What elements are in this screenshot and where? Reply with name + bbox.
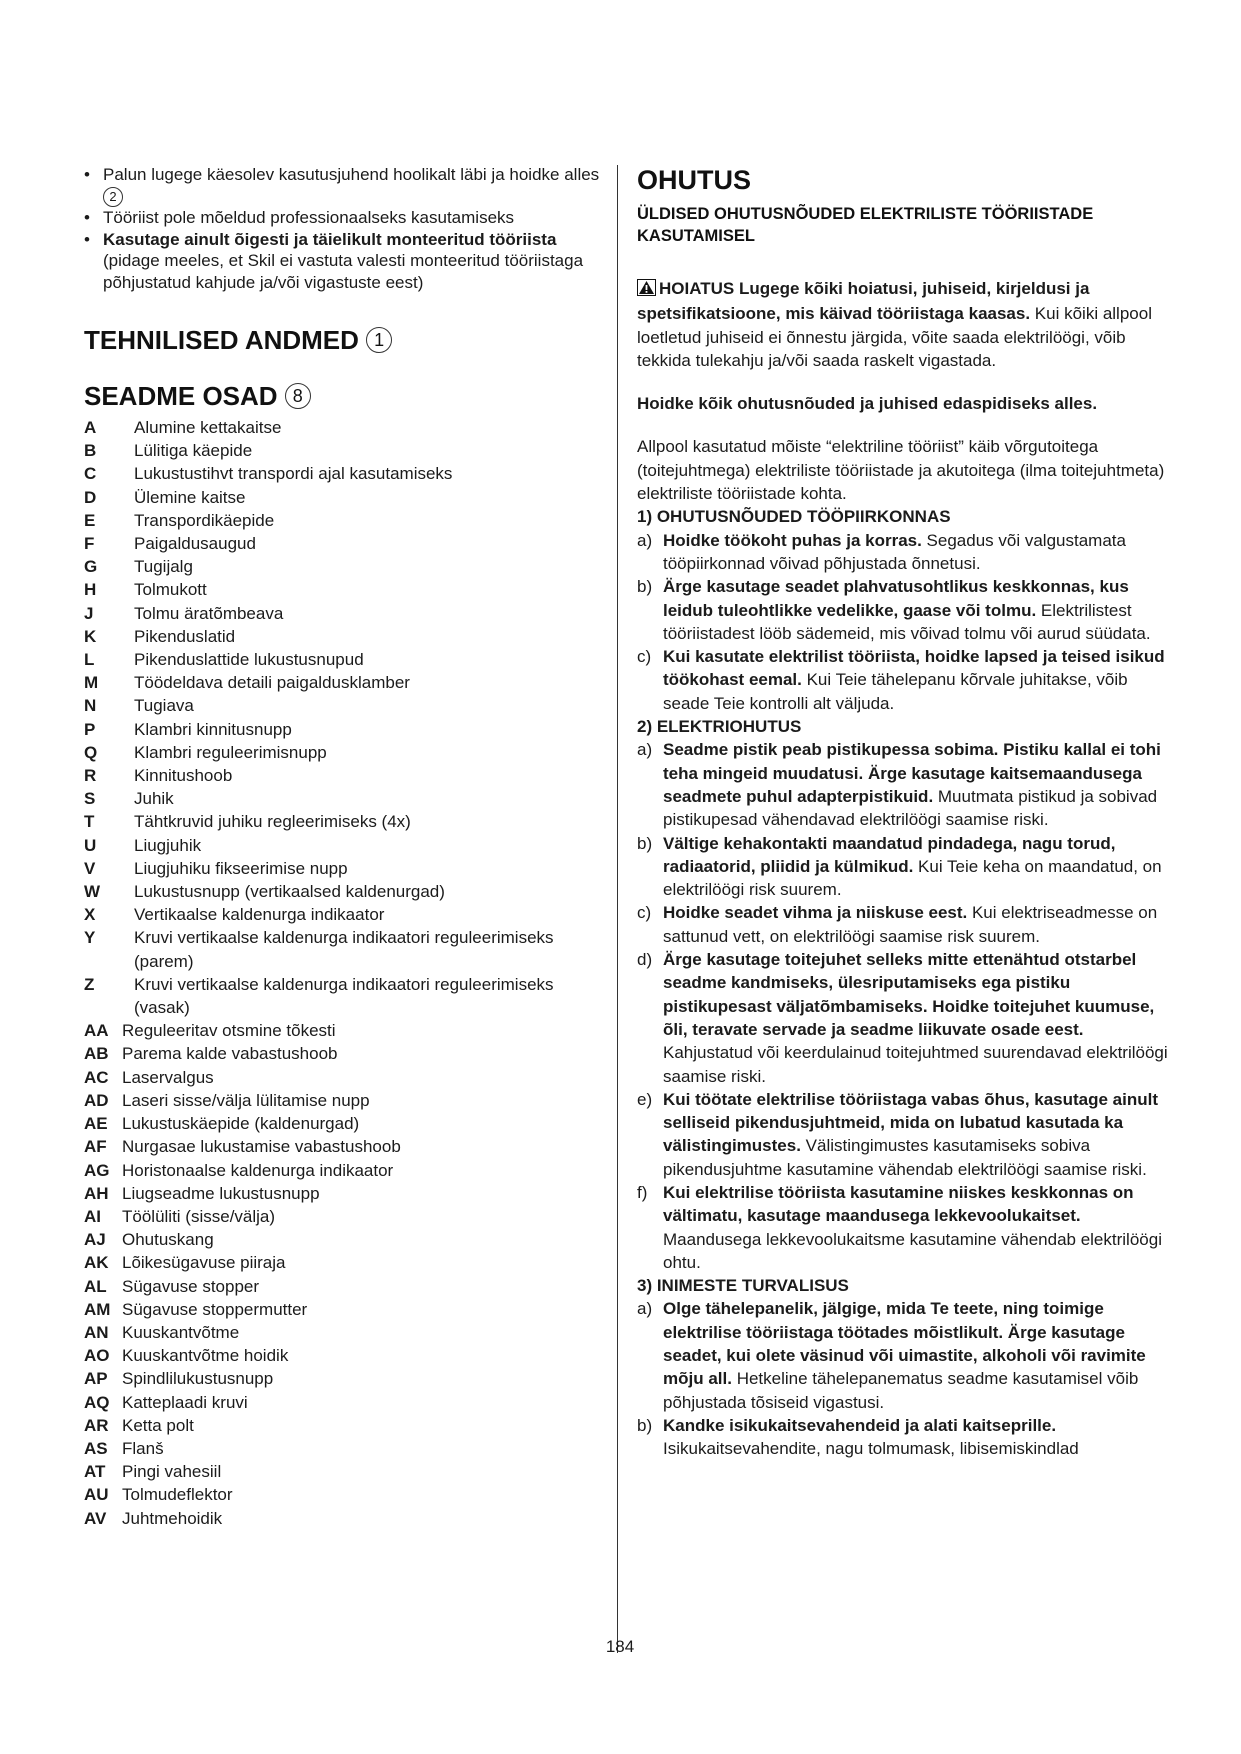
safety-rule [637,645,1172,715]
rule-text [663,738,1172,831]
part-key: K [84,626,97,646]
rule-emphasis: Olge tähelepanelik, jälgige, mida Te teete, ning toimige elektrilise tööriistaga töötades mõistlikult. Ärge kasutage seadet, kui olete väsinud või uimastite, alkoholi või ravimite mõju all. [663,1299,1146,1389]
safety-rule [637,738,1172,831]
safety-rule [637,1088,1172,1181]
part-key: AS [84,1438,108,1458]
rule-text [663,901,1172,948]
parts-list-item [84,1507,604,1530]
parts-list-item [84,1228,604,1251]
parts-list-item [84,1159,604,1182]
part-label: Horistonaalse kaldenurga indikaator [122,1160,394,1180]
part-key: Y [84,928,96,948]
section-heading-tech: TEHNILISED ANDMED 1 [84,325,604,355]
part-label: Pingi vahesiil [122,1462,222,1482]
part-key: AN [84,1322,109,1342]
part-label: Katteplaadi kruvi [122,1392,248,1412]
parts-list-item [84,486,604,509]
part-key: AJ [84,1230,106,1250]
part-key: J [84,603,94,623]
rule-letter: f) [637,1182,648,1202]
rule-explanation: Kui elektriseadmesse on sattunud vett, on elektrilöögi saamise risk suurem. [663,903,1158,946]
rule-letter: a) [637,1299,653,1319]
parts-list-item [84,764,604,787]
part-label: Tugijalg [134,557,193,577]
parts-list-item [84,857,604,880]
rule-text [663,529,1172,576]
rule-explanation: Isikukaitsevahendite, nagu tolmumask, libisemiskindlad [663,1439,1079,1459]
safety-section-heading: 3) INIMESTE TURVALISUS [637,1276,849,1296]
parts-list-item [84,509,604,532]
part-label: Töölüliti (sisse/välja) [122,1206,276,1226]
part-label: Paigaldusaugud [134,534,256,554]
part-key: AV [84,1508,107,1528]
part-label: Ketta polt [122,1415,194,1435]
rule-emphasis: Ärge kasutage toitejuhet selleks mitte ettenähtud otstarbel seadme kandmiseks, ülesriputamiseks ega pistiku pistikupesast väljatõmbamiseks. Hoidke toitejuhet kuumuse, õli, teravate servade ja seadme liikuvate osade eest. [663,950,1155,1039]
part-key: M [84,673,99,693]
figure-ref: 2 [103,187,123,207]
intro-paragraph: Allpool kasutatud mõiste “elektriline tööriist” käib võrgutoitega (toitejuhtmega) elektriliste tööriistade ja akutoitega (ilma toitejuhtmeta) elektriliste tööriistade kohta. [637,437,1165,504]
parts-list-item [84,671,604,694]
part-key: AF [84,1137,107,1157]
column-divider [617,165,618,1653]
part-label: Pikenduslatid [134,626,236,646]
part-label: Lukustuskäepide (kaldenurgad) [122,1114,360,1134]
rule-explanation: Maandusega lekkevoolukaitsme kasutamine vähendab elektrilöögi ohtu. [663,1229,1162,1272]
parts-list-item [84,1344,604,1367]
part-key: AL [84,1276,107,1296]
part-label: Lukustustihvt transpordi ajal kasutamiseks [134,464,453,484]
part-label: Alumine kettakaitse [134,418,282,437]
rule-letter: c) [637,647,652,667]
safety-rule [637,1297,1172,1413]
part-key: AB [84,1044,109,1064]
part-label: Lõikesügavuse piiraja [122,1253,286,1273]
part-key: Q [84,742,98,762]
part-label: Flanš [122,1438,164,1458]
parts-list-item [84,1089,604,1112]
rule-emphasis: Kandke isikukaitsevahendeid ja alati kaitseprille. [663,1415,1057,1435]
rule-text [663,948,1172,1088]
rule-explanation: Kui Teie keha on maandatud, on elektrilöögi risk suurem. [663,856,1162,900]
part-label: Kinnitushoob [134,766,233,786]
parts-list-item [84,880,604,903]
part-label: Pikenduslattide lukustusnupud [134,650,364,670]
bullet-item: • Tööriist pole mõeldud professionaalseks kasutamiseks [84,207,604,229]
part-key: U [84,835,97,855]
safety-rule [637,832,1172,902]
warning-paragraph: HOIATUS Lugege kõiki hoiatusi, juhiseid, kirjeldusi ja spetsifikatsioone, mis käivad tööriistaga kaasas. Kui kõiki allpool loetletud juhiseid ei õnnestu järgida, võite saada elektrilöögi, võib tekkida tulekahju ja/või saada raskelt vigastada. [637,279,1152,370]
safety-sections [637,505,1172,1460]
part-key: R [84,766,97,786]
parts-list-item [84,1275,604,1298]
parts-list-item [84,1251,604,1274]
rule-emphasis: Ärge kasutage seadet plahvatusohtlikus keskkonnas, kus leidub tuleohtlikke vedelikke, gaase või tolmu. [663,577,1129,620]
part-key: P [84,719,96,739]
parts-list-item [84,532,604,555]
parts-list-item [84,1414,604,1437]
part-key: AO [84,1346,110,1366]
part-key: A [84,418,97,437]
part-label: Kuuskantvõtme hoidik [122,1346,289,1366]
parts-list-item [84,1112,604,1135]
parts-list-item [84,903,604,926]
parts-list-item [84,1066,604,1089]
part-label: Juhik [134,789,174,809]
rule-explanation: Segadus või valgustamata tööpiirkonnad võivad põhjustada õnnetusi. [663,530,1126,573]
safety-rule [637,948,1172,1088]
part-key: AI [84,1206,101,1226]
part-label: Lukustusnupp (vertikaalsed kaldenurgad) [134,882,445,902]
parts-list-item [84,1367,604,1390]
parts-list-item [84,1460,604,1483]
rule-emphasis: Kui töötate elektrilise tööriistaga vabas õhus, kasutage ainult selliseid pikendusjuhtmeid, mida on lubatud kasutada ka välistingimustes. [663,1089,1159,1156]
parts-list-item [84,1182,604,1205]
safety-rule [637,1181,1172,1274]
part-key: S [84,789,96,809]
part-key: L [84,650,95,670]
rule-text [663,832,1172,902]
parts-list-item [84,787,604,810]
part-key: AE [84,1114,108,1134]
rule-emphasis: Kui elektrilise tööriista kasutamine niiskes keskkonnas on vältimatu, kasutage maandusega lekkevoolukaitset. [663,1182,1134,1226]
rule-explanation: Kahjustatud või keerdulainud toitejuhtmed suurendavad elektrilöögi saamise riski. [663,1043,1168,1086]
parts-list-item [84,1321,604,1344]
rule-letter: b) [637,833,653,853]
part-label: Laseri sisse/välja lülitamise nupp [122,1090,370,1110]
rule-text [663,1088,1172,1181]
rule-letter: a) [637,740,653,760]
part-key: G [84,557,98,577]
part-key: AC [84,1067,109,1087]
rule-letter: b) [637,1415,653,1435]
part-label: Sügavuse stoppermutter [122,1299,308,1319]
rule-emphasis: Hoidke seadet vihma ja niiskuse eest. [663,903,968,923]
keep-instructions: Hoidke kõik ohutusnõuded ja juhised edaspidiseks alles. [637,394,1098,414]
safety-rule [637,901,1172,948]
parts-list-item [84,1437,604,1460]
part-key: AM [84,1299,111,1319]
safety-rule [637,575,1172,645]
rule-text [663,575,1172,645]
parts-list-item [84,462,604,485]
part-key: F [84,534,95,554]
part-label: Reguleeritav otsmine tõkesti [122,1021,336,1041]
part-key: AP [84,1369,108,1389]
safety-title: OHUTUS [637,165,751,195]
part-label: Vertikaalse kaldenurga indikaator [134,905,385,925]
safety-rule [637,529,1172,576]
rule-emphasis: Hoidke töökoht puhas ja korras. [663,530,922,550]
parts-list-item [84,648,604,671]
part-label: Tähtkruvid juhiku regleerimiseks (4x) [134,812,411,832]
part-key: X [84,905,96,925]
parts-list-item [84,1205,604,1228]
parts-list-item [84,1042,604,1065]
part-key: N [84,696,97,716]
part-label: Kruvi vertikaalse kaldenurga indikaatori reguleerimiseks (parem) [134,928,554,971]
rule-explanation: Kui Teie tähelepanu kõrvale juhitakse, võib seade Teie kontrolli alt väljuda. [663,670,1128,713]
part-label: Tolmudeflektor [122,1485,233,1505]
parts-list-item [84,926,604,972]
rule-letter: b) [637,577,653,597]
parts-list-item [84,416,604,439]
rule-emphasis: Kui kasutate elektrilist tööriista, hoidke lapsed ja teised isikud töökohast eemal. [663,647,1165,690]
part-key: AU [84,1485,109,1505]
left-column [84,164,604,1530]
parts-list-item [84,741,604,764]
rule-letter: e) [637,1089,653,1109]
parts-list-item [84,625,604,648]
part-label: Kuuskantvõtme [122,1322,240,1342]
rule-explanation: Muutmata pistikud ja sobivad pistikupesad vähendavad elektrilöögi saamise riski. [663,786,1158,830]
parts-list-item [84,718,604,741]
parts-list-item [84,578,604,601]
parts-list-item [84,1135,604,1158]
parts-list-item [84,694,604,717]
rule-letter: c) [637,903,652,923]
part-key: AK [84,1253,109,1273]
part-key: V [84,858,96,878]
parts-list-item [84,1298,604,1321]
part-key: D [84,487,97,507]
rule-letter: a) [637,530,653,550]
rule-explanation: Elektrilistest tööriistadest lööb sädemeid, mis võivad tolmu või aurud süüdata. [663,600,1151,643]
part-label: Klambri reguleerimisnupp [134,742,327,762]
part-key: W [84,882,101,902]
part-key: AH [84,1183,109,1203]
parts-list-item [84,834,604,857]
part-key: E [84,510,96,530]
part-key: T [84,812,95,832]
part-key: C [84,464,97,484]
rule-emphasis: Seadme pistik peab pistikupessa sobima. Pistiku kallal ei tohi teha mingeid muudatusi. Ärge kasutage kaitsemaandusega seadmete puhul adapterpistikuid. [663,740,1161,806]
parts-list-item [84,1483,604,1506]
rule-letter: d) [637,950,653,970]
parts-list-item [84,439,604,462]
parts-list-item [84,555,604,578]
part-label: Liugjuhiku fikseerimise nupp [134,858,348,878]
figure-ref: 1 [366,327,392,353]
part-key: AD [84,1090,109,1110]
part-label: Kruvi vertikaalse kaldenurga indikaatori reguleerimiseks (vasak) [134,974,554,1018]
part-label: Tolmu äratõmbeava [134,603,284,623]
rule-text [663,645,1172,715]
parts-list-item [84,973,604,1019]
part-label: Töödeldava detaili paigaldusklamber [134,673,410,693]
section-heading-parts: SEADME OSAD 8 [84,381,604,411]
part-key: AT [84,1462,106,1482]
part-label: Spindlilukustusnupp [122,1369,274,1389]
right-column [637,164,1172,1461]
part-key: AR [84,1415,109,1435]
bullet-item: • Kasutage ainult õigesti ja täielikult monteeritud tööriista (pidage meeles, et Skil ei vastuta valesti monteeritud tööriistaga põhjustatud kahjude ja/või vigastuste eest) [84,229,604,294]
parts-list [84,416,604,1530]
part-key: B [84,441,97,461]
parts-list-item [84,1391,604,1414]
part-key: H [84,580,97,600]
bullet-item: • Palun lugege käesolev kasutusjuhend hoolikalt läbi ja hoidke alles 2 [84,164,604,207]
part-key: AA [84,1021,109,1041]
safety-section-heading: 2) ELEKTRIOHUTUS [637,717,802,737]
rule-text [663,1181,1172,1274]
rule-text [663,1414,1172,1461]
rule-emphasis: Vältige kehakontakti maandatud pindadega, nagu torud, radiaatorid, pliidid ja külmikud. [663,833,1116,876]
safety-subtitle: ÜLDISED OHUTUSNÕUDED ELEKTRILISTE TÖÖRIISTADE KASUTAMISEL [637,205,1094,245]
part-label: Laservalgus [122,1067,214,1087]
part-label: Nurgasae lukustamise vabastushoob [122,1137,401,1157]
part-label: Liugjuhik [134,835,202,855]
safety-section-heading: 1) OHUTUSNÕUDED TÖÖPIIRKONNAS [637,507,951,527]
part-label: Ohutuskang [122,1230,214,1250]
intro-bullets [84,164,604,293]
rule-text [663,1297,1172,1413]
part-label: Parema kalde vabastushoob [122,1044,338,1064]
part-label: Transpordikäepide [134,510,275,530]
part-label: Tugiava [134,696,194,716]
parts-list-item [84,810,604,833]
part-label: Juhtmehoidik [122,1508,223,1528]
part-label: Sügavuse stopper [122,1276,260,1296]
part-label: Klambri kinnitusnupp [134,719,292,739]
rule-explanation: Hetkeline tähelepanematus seadme kasutamisel võib põhjustada tõsiseid vigastusi. [663,1369,1139,1412]
part-label: Lülitiga käepide [134,441,253,461]
warning-triangle-icon [637,279,656,302]
figure-ref: 8 [285,383,311,409]
part-key: Z [84,974,95,994]
page-number: 184 [605,1637,635,1656]
safety-rule [637,1414,1172,1461]
rule-explanation: Välistingimustes kasutamiseks sobiva pikendusjuhtme kasutamine vähendab elektrilöögi saamise riski. [663,1136,1147,1179]
part-key: AG [84,1160,110,1180]
part-key: AQ [84,1392,110,1412]
part-label: Liugseadme lukustusnupp [122,1183,320,1203]
parts-list-item [84,1019,604,1042]
part-label: Ülemine kaitse [134,487,246,507]
part-label: Tolmukott [134,580,207,600]
parts-list-item [84,602,604,625]
